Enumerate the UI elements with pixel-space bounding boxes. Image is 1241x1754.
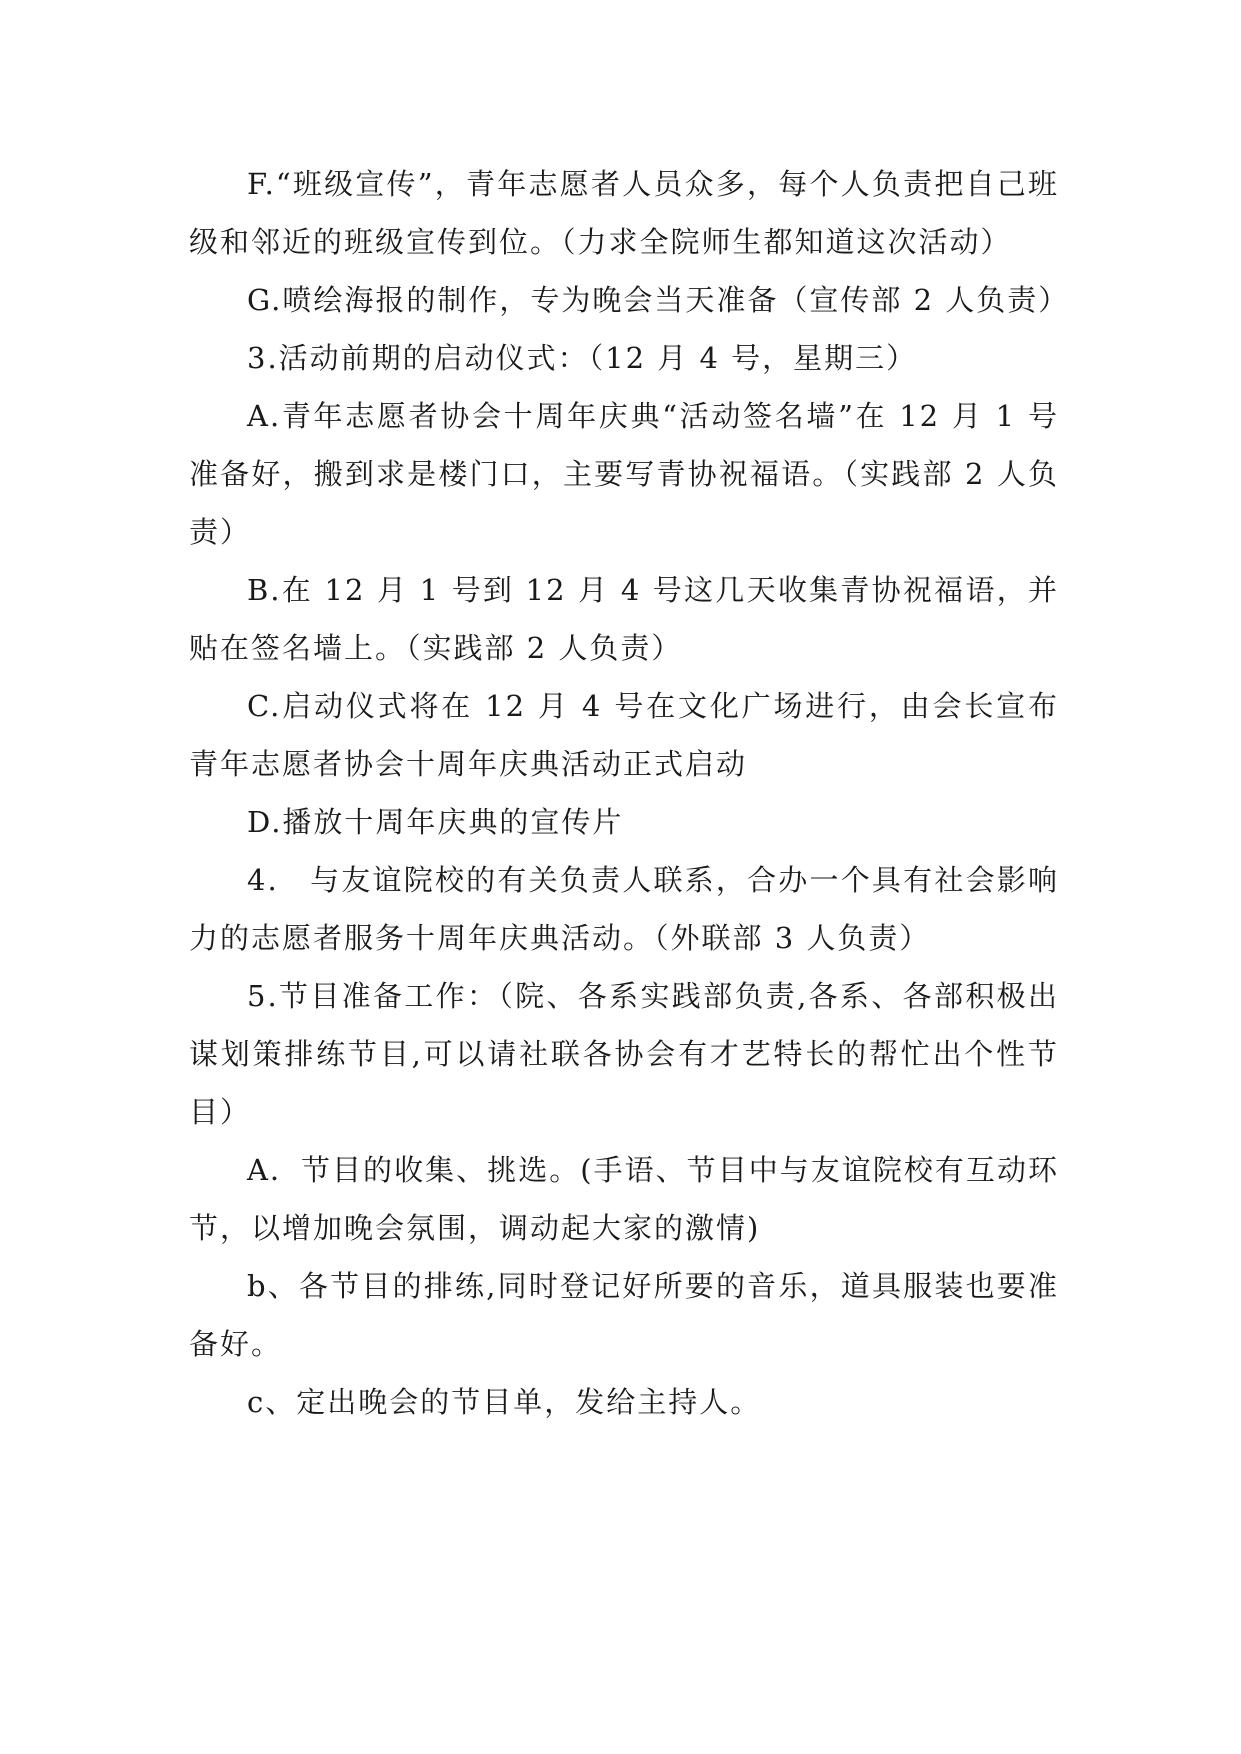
paragraph-3-launch-ceremony: 3.活动前期的启动仪式：（12 月 4 号，星期三） xyxy=(247,341,918,375)
paragraph-c-program-list: c、定出晚会的节目单，发给主持人。 xyxy=(247,1385,762,1419)
paragraph-b-collect-wishes: B.在 12 月 1 号到 12 月 4 号这几天收集青协祝福语，并贴在签名墙上。（实践部 2 人负责） xyxy=(189,573,1059,665)
paragraph-5-program-prep: 5.节目准备工作：（院、各系实践部负责,各系、各部积极出谋划策排练节目,可以请社联各协会有才艺特长的帮忙出个性节目） xyxy=(189,979,1059,1129)
paragraph-g-poster: G.喷绘海报的制作，专为晚会当天准备（宣传部 2 人负责） xyxy=(247,283,1070,317)
paragraph-4-partner-schools: 4. 与友谊院校的有关负责人联系，合办一个具有社会影响力的志愿者服务十周年庆典活动。（外联部 3 人负责） xyxy=(189,863,1059,955)
paragraph-f-class-publicity: F.“班级宣传”，青年志愿者人员众多，每个人负责把自己班级和邻近的班级宣传到位。（力求全院师生都知道这次活动） xyxy=(189,167,1059,259)
paragraph-d-promo-video: D.播放十周年庆典的宣传片 xyxy=(247,805,624,839)
paragraph-a-program-selection: A．节目的收集、挑选。(手语、节目中与友谊院校有互动环节，以增加晚会氛围，调动起大家的激情) xyxy=(189,1153,1059,1245)
document-body xyxy=(189,155,1070,1431)
paragraph-b-rehearsal: b、各节目的排练,同时登记好所要的音乐，道具服装也要准备好。 xyxy=(189,1269,1059,1361)
paragraph-a-signature-wall: A.青年志愿者协会十周年庆典“活动签名墙”在 12 月 1 号准备好，搬到求是楼门口，主要写青协祝福语。（实践部 2 人负责） xyxy=(189,399,1059,549)
paragraph-c-ceremony-start: C.启动仪式将在 12 月 4 号在文化广场进行，由会长宣布青年志愿者协会十周年庆典活动正式启动 xyxy=(189,689,1059,781)
